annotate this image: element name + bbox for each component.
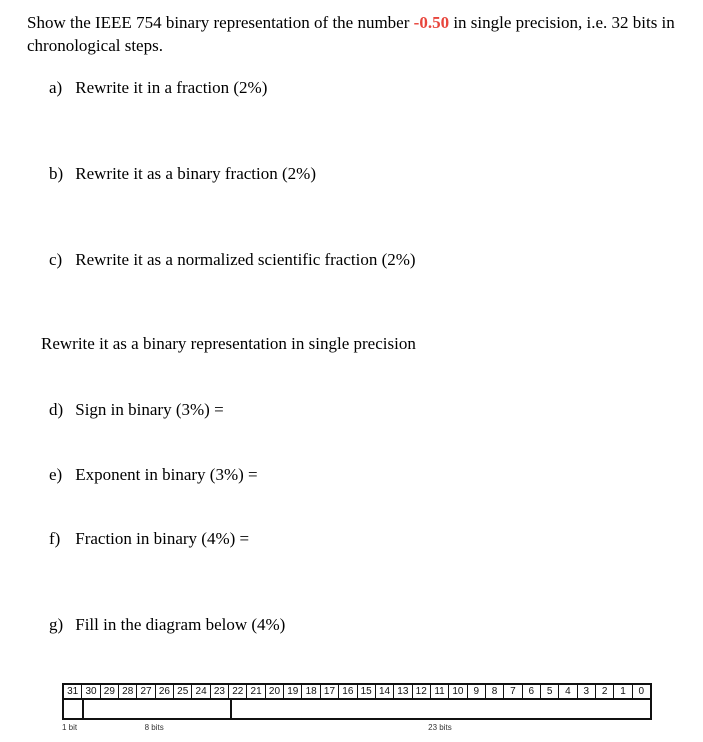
question-text: Exponent in binary (3%) =: [75, 465, 258, 484]
bit-index: 15: [358, 685, 376, 698]
exponent-field-box[interactable]: [84, 700, 232, 718]
bit-index: 22: [229, 685, 247, 698]
field-labels: [62, 723, 652, 732]
question-letter: b): [49, 164, 64, 183]
bit-index: 18: [302, 685, 320, 698]
bit-index: 2: [596, 685, 614, 698]
exponent-field-label: 8 bits: [144, 723, 164, 732]
question-letter: e): [49, 465, 63, 484]
field-row: [62, 700, 652, 720]
bit-index-row: [62, 683, 652, 700]
question-e: [49, 465, 258, 485]
sign-field-label: 1 bit: [62, 723, 78, 732]
question-g: [49, 615, 285, 635]
bit-index: 14: [376, 685, 394, 698]
question-text: Sign in binary (3%) =: [75, 400, 224, 419]
question-letter: d): [49, 400, 64, 419]
question-letter: f): [49, 529, 61, 548]
bit-index: 21: [247, 685, 265, 698]
bit-index: 0: [638, 686, 645, 697]
bit-index: 16: [339, 685, 357, 698]
bit-index: 4: [559, 685, 577, 698]
bit-index: 12: [413, 685, 431, 698]
bit-index: 6: [523, 685, 541, 698]
question-text: Fraction in binary (4%) =: [75, 529, 250, 548]
question-f: [49, 529, 249, 549]
question-c: [49, 250, 416, 270]
bit-index: 5: [541, 685, 559, 698]
bit-index: 29: [101, 685, 119, 698]
bit-index: 3: [578, 685, 596, 698]
bit-index: 17: [321, 685, 339, 698]
problem-statement: [27, 11, 687, 57]
question-letter: c): [49, 250, 63, 269]
bit-index: 10: [449, 685, 467, 698]
target-number: -0.50: [413, 13, 450, 32]
bit-index: 11: [431, 685, 449, 698]
fraction-field-label: 23 bits: [428, 723, 452, 732]
bit-index: 26: [156, 685, 174, 698]
question-a: [49, 78, 267, 98]
fraction-field-box[interactable]: [232, 700, 650, 718]
question-letter: a): [49, 78, 63, 97]
bit-index: 8: [486, 685, 504, 698]
question-text: Fill in the diagram below (4%): [75, 615, 286, 634]
intro-before: Show the IEEE 754 binary representation of the number: [27, 13, 414, 32]
question-text: Rewrite it as a normalized scientific fraction (2%): [75, 250, 416, 269]
ieee754-bit-diagram: [62, 683, 652, 732]
bit-index: 27: [137, 685, 155, 698]
bit-index: 13: [394, 685, 412, 698]
bit-index: 24: [192, 685, 210, 698]
question-text: Rewrite it as a binary fraction (2%): [75, 164, 316, 183]
question-letter: g): [49, 615, 64, 634]
sign-field-box[interactable]: [64, 700, 84, 718]
question-d: [49, 400, 224, 420]
bit-index: 28: [119, 685, 137, 698]
bit-index: 30: [82, 685, 100, 698]
bit-index: 19: [284, 685, 302, 698]
question-text: Rewrite it in a fraction (2%): [75, 78, 268, 97]
question-b: [49, 164, 316, 184]
intro-after: in single precision, i.e. 32 bits in chronological steps.: [27, 13, 675, 55]
bit-index: 20: [266, 685, 284, 698]
bit-index: 23: [211, 685, 229, 698]
section-heading: Rewrite it as a binary representation in single precision: [41, 334, 416, 353]
bit-index: 9: [468, 685, 486, 698]
bit-index: 31: [64, 685, 82, 698]
bit-index: 7: [504, 685, 522, 698]
bit-index: 25: [174, 685, 192, 698]
bit-index: 1: [614, 685, 632, 698]
